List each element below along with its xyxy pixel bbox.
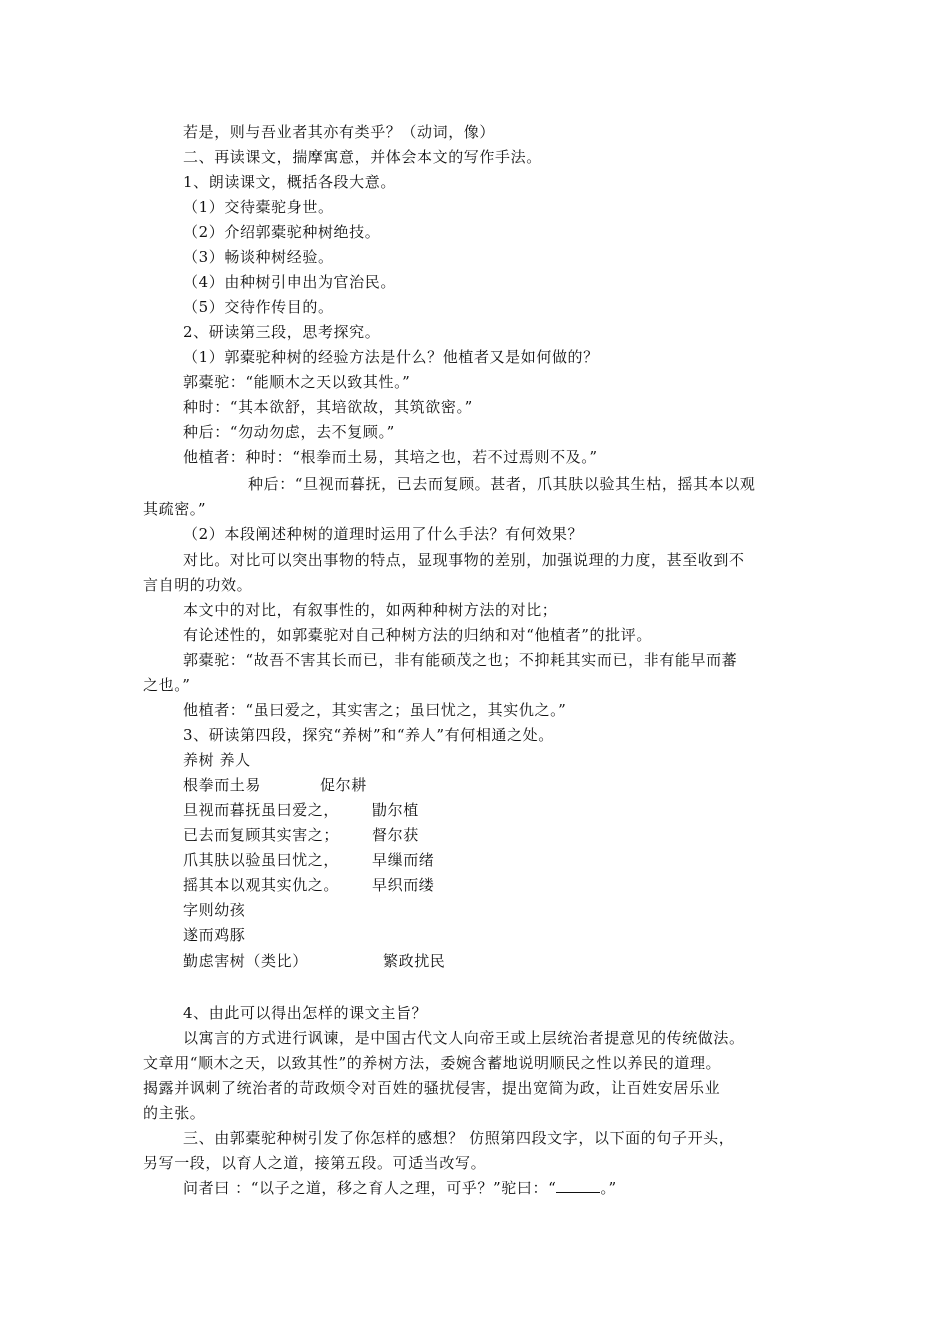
text-line: 4、由此可以得出怎样的课文主旨？: [183, 1004, 428, 1022]
comparison-left: 已去而复顾其实害之；: [183, 826, 340, 844]
text-line: （1）郭橐驼种树的经验方法是什么？他植者又是如何做的？: [183, 348, 599, 366]
text-line: 若是，则与吾业者其亦有类乎？（动词，像）: [183, 123, 496, 141]
text-line: 种后：“旦视而暮抚，已去而复顾。甚者，爪其肤以验其生枯，摇其本以观: [248, 475, 756, 493]
comparison-left: 养树 养人: [183, 751, 251, 769]
final-question-prefix: 问者曰 ：“以子之道，移之育人之理，可乎？”驼曰：“: [183, 1179, 557, 1197]
comparison-right: 早缫而绪: [372, 851, 435, 869]
text-line: （2）本段阐述种树的道理时运用了什么手法？有何效果？: [183, 525, 584, 543]
comparison-left: 勤虑害树（类比）: [183, 952, 308, 970]
comparison-left: 旦视而暮抚虽曰爱之，: [183, 801, 340, 819]
text-line: 其疏密。”: [143, 500, 207, 518]
text-line: 郭橐驼：“能顺木之天以致其性。”: [183, 373, 411, 391]
text-line: 种后：“勿动勿虑，去不复顾。”: [183, 423, 395, 441]
text-line: 之也。”: [143, 676, 191, 694]
text-line: 本文中的对比，有叙事性的，如两种种树方法的对比；: [183, 601, 558, 619]
comparison-left: 字则幼孩: [183, 901, 246, 919]
text-line: （4）由种树引申出为官治民。: [183, 273, 396, 291]
comparison-left: 根拳而土易: [183, 776, 262, 794]
final-question-suffix: 。”: [600, 1179, 617, 1197]
text-line: 文章用“顺木之天，以致其性”的养树方法，委婉含蓄地说明顺民之性以养民的道理。: [143, 1054, 722, 1072]
text-line: 郭橐驼：“故吾不害其长而已，非有能硕茂之也；不抑耗其实而已，非有能早而蕃: [183, 651, 738, 669]
comparison-right: 促尔耕: [320, 776, 367, 794]
text-line: 言自明的功效。: [143, 576, 253, 594]
text-line: 种时：“其本欲舒，其培欲故，其筑欲密。”: [183, 398, 473, 416]
text-line: 3、研读第四段，探究“养树”和“养人”有何相通之处。: [183, 726, 554, 744]
comparison-left: 摇其本以观其实仇之。: [183, 876, 340, 894]
text-line: 对比。对比可以突出事物的特点，显现事物的差别，加强说理的力度，甚至收到不: [183, 551, 745, 569]
comparison-right: 勖尔植: [372, 801, 419, 819]
text-line: 他植者：种时：“根拳而土易，其培之也，若不过焉则不及。”: [183, 448, 598, 466]
answer-blank: [556, 1178, 600, 1193]
text-line: 有论述性的，如郭橐驼对自己种树方法的归纳和对“他植者”的批评。: [183, 626, 652, 644]
text-line: （2）介绍郭橐驼种树绝技。: [183, 223, 381, 241]
comparison-right: 早织而缕: [372, 876, 435, 894]
text-line: 1、朗读课文，概括各段大意。: [183, 173, 396, 191]
text-line: （1）交待橐驼身世。: [183, 198, 334, 216]
comparison-right: 繁政扰民: [383, 952, 446, 970]
text-line: （3）畅谈种树经验。: [183, 248, 334, 266]
text-line: 以寓言的方式进行讽谏，是中国古代文人向帝王或上层统治者提意见的传统做法。: [183, 1029, 745, 1047]
comparison-left: 遂而鸡豚: [183, 926, 246, 944]
comparison-right: 督尔获: [372, 826, 419, 844]
text-line: （5）交待作传目的。: [183, 298, 334, 316]
text-line: 他植者：“虽曰爱之，其实害之；虽曰忧之，其实仇之。”: [183, 701, 567, 719]
text-line: 三、由郭橐驼种树引发了你怎样的感想？ 仿照第四段文字，以下面的句子开头，: [183, 1129, 735, 1147]
text-line: 揭露并讽刺了统治者的苛政烦令对百姓的骚扰侵害，提出宽简为政，让百姓安居乐业: [143, 1079, 721, 1097]
comparison-left: 爪其肤以验虽曰忧之，: [183, 851, 340, 869]
final-question-line: [183, 1178, 617, 1198]
text-line: 另写一段，以育人之道，接第五段。可适当改写。: [143, 1154, 487, 1172]
text-line: 2、研读第三段，思考探究。: [183, 323, 381, 341]
text-line: 二、再读课文，揣摩寓意，并体会本文的写作手法。: [183, 148, 542, 166]
text-line: 的主张。: [143, 1104, 206, 1122]
